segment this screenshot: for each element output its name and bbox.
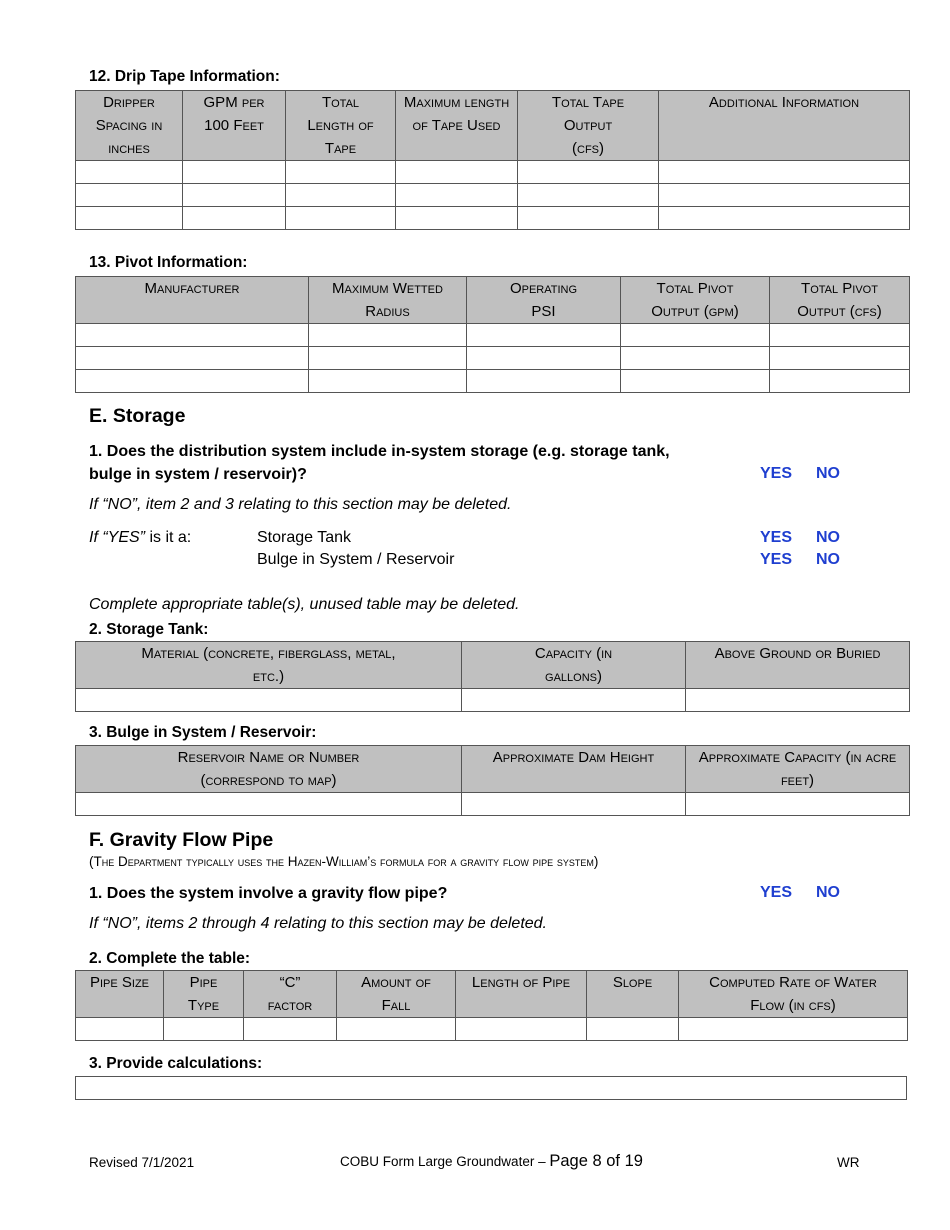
col-tape-output: Total Tape Output (cfs) <box>518 91 659 161</box>
col-pipe-type: Pipe Type <box>164 971 244 1018</box>
table-row[interactable] <box>76 324 910 347</box>
col-gpm: GPM per 100 Feet <box>183 91 286 161</box>
col-pivot-cfs: Total Pivot Output (cfs) <box>770 277 910 324</box>
bulge-table <box>75 745 910 816</box>
table-row[interactable] <box>76 347 910 370</box>
bulge-title-num: 3 <box>89 724 98 741</box>
storage-note-no: If “NO”, item 2 and 3 relating to this section may be deleted. <box>89 496 512 513</box>
table-row[interactable] <box>76 1018 908 1041</box>
storage-tank-table <box>75 641 910 712</box>
table-row[interactable] <box>76 793 910 816</box>
col-material: Material (concrete, fiberglass, metal, etc.) <box>76 642 462 689</box>
table-row[interactable] <box>76 161 910 184</box>
pivot-table <box>75 276 910 393</box>
table-row[interactable] <box>76 370 910 393</box>
gravity-no[interactable]: NO <box>816 884 840 901</box>
calculations-box[interactable] <box>75 1076 907 1100</box>
storage-heading: E. Storage <box>89 405 186 427</box>
footer-form-text: COBU Form Large Groundwater – <box>340 1154 550 1169</box>
drip-table <box>75 90 910 230</box>
storage-yes[interactable]: YES <box>760 465 793 482</box>
footer-revised: Revised 7/1/2021 <box>89 1155 195 1170</box>
gravity-table-title: 2. Complete the table: <box>89 950 251 967</box>
option-storage-tank: Storage Tank <box>257 529 351 546</box>
col-wetted-radius: Maximum Wetted Radius <box>309 277 467 324</box>
col-dam-height: Approximate Dam Height <box>462 746 686 793</box>
col-total-length: Total Length of Tape <box>286 91 396 161</box>
col-max-length: Maximum length of Tape Used <box>396 91 518 161</box>
complete-note: Complete appropriate table(s), unused table may be deleted. <box>89 596 520 613</box>
gravity-subtitle: (The Department typically uses the Hazen-William’s formula for a gravity flow pipe system) <box>89 854 599 869</box>
gravity-question: 1. Does the system involve a gravity flow pipe? <box>89 885 448 902</box>
footer-page: Page 8 of 19 <box>549 1152 643 1170</box>
if-yes-italic: If “YES” <box>89 529 146 546</box>
option-bulge: Bulge in System / Reservoir <box>257 551 455 568</box>
col-pipe-size: Pipe Size <box>76 971 164 1018</box>
col-slope: Slope <box>587 971 679 1018</box>
col-above-buried: Above Ground or Buried <box>686 642 910 689</box>
gravity-heading: F. Gravity Flow Pipe <box>89 829 274 851</box>
bulge-title <box>89 724 316 742</box>
col-amount-fall: Amount of Fall <box>337 971 456 1018</box>
tank-no[interactable]: NO <box>816 529 840 546</box>
table-row[interactable] <box>76 689 910 712</box>
footer-form <box>340 1152 643 1171</box>
tank-yes[interactable]: YES <box>760 529 793 546</box>
bulge-title-text: . Bulge in System / Reservoir: <box>97 724 317 741</box>
col-reservoir-name: Reservoir Name or Number (correspond to map) <box>76 746 462 793</box>
footer-code: WR <box>837 1155 860 1170</box>
col-length-pipe: Length of Pipe <box>456 971 587 1018</box>
col-c-factor: “C” factor <box>244 971 337 1018</box>
if-yes-label <box>89 529 191 547</box>
col-manufacturer: Manufacturer <box>76 277 309 324</box>
storage-no[interactable]: NO <box>816 465 840 482</box>
table-row[interactable] <box>76 184 910 207</box>
col-dripper-spacing: Dripper Spacing in inches <box>76 91 183 161</box>
col-operating-psi: Operating PSI <box>467 277 621 324</box>
storage-question: 1. Does the distribution system include in-system storage (e.g. storage tank, bulge in system / reservoir)? <box>89 443 670 483</box>
col-pivot-gpm: Total Pivot Output (gpm) <box>621 277 770 324</box>
drip-title: 12. Drip Tape Information: <box>89 68 280 85</box>
gravity-note-no: If “NO”, items 2 through 4 relating to this section may be deleted. <box>89 915 547 932</box>
if-yes-rest: is it a: <box>145 529 192 546</box>
table-row[interactable] <box>76 207 910 230</box>
col-acre-feet: Approximate Capacity (in acre feet) <box>686 746 910 793</box>
gravity-yes[interactable]: YES <box>760 884 793 901</box>
tank-title: 2. Storage Tank: <box>89 621 209 638</box>
bulge-yes[interactable]: YES <box>760 551 793 568</box>
col-additional-info: Additional Information <box>659 91 910 161</box>
calc-title: 3. Provide calculations: <box>89 1055 263 1072</box>
col-computed-rate: Computed Rate of Water Flow (in cfs) <box>679 971 908 1018</box>
bulge-no[interactable]: NO <box>816 551 840 568</box>
gravity-table <box>75 970 908 1041</box>
pivot-title: 13. Pivot Information: <box>89 254 248 271</box>
col-capacity: Capacity (in gallons) <box>462 642 686 689</box>
